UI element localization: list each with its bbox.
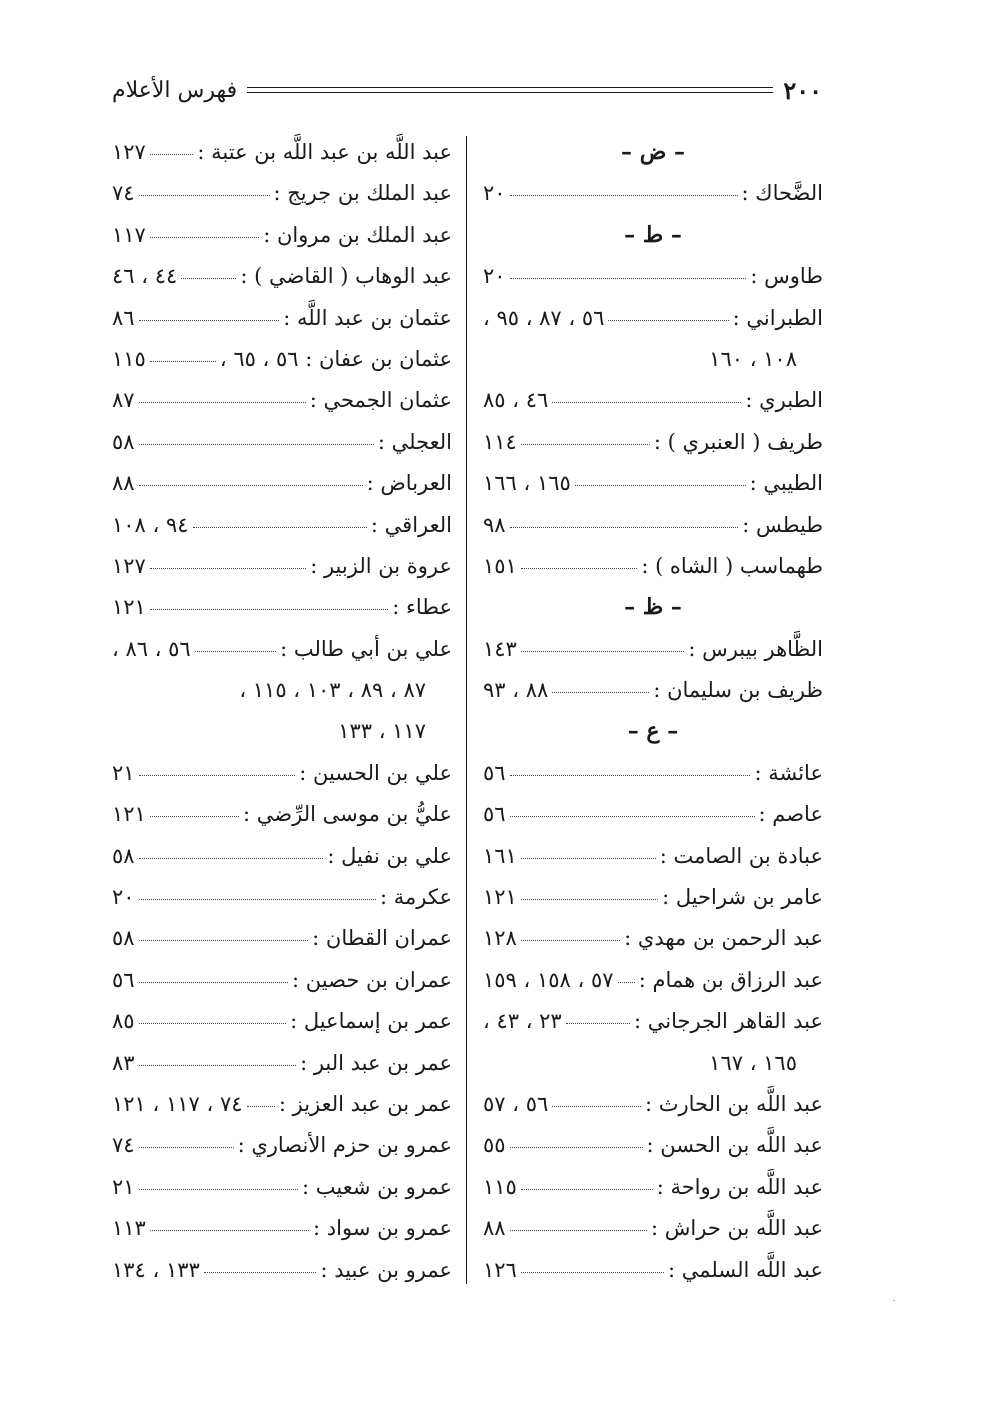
entry-continuation: ١١٧ ، ١٣٣ (338, 719, 426, 744)
index-entry (112, 836, 452, 877)
dot-leader (618, 982, 635, 983)
index-entry (483, 670, 823, 711)
dot-leader (139, 444, 374, 445)
dot-leader (521, 1272, 664, 1273)
entry-name: عمرو بن شعيب : (301, 1174, 452, 1199)
dot-leader (139, 320, 280, 321)
entry-pages: ٥٦ (112, 967, 135, 992)
entry-name: عبد الوهاب ( القاضي ) : (240, 264, 452, 289)
entry-pages: ٥٦ (483, 760, 506, 785)
entry-pages: ١٥١ (483, 553, 517, 578)
index-entry (112, 1167, 452, 1208)
entry-pages: ٨٧ (112, 388, 135, 413)
entry-name: عطاء : (392, 595, 452, 620)
entry-name: العجلي : (377, 429, 452, 454)
entry-pages: ٥٦ ، ٥٧ (483, 1091, 549, 1116)
entry-pages: ١١٧ (112, 222, 146, 247)
entry-name: الضَّحاك : (741, 181, 823, 206)
entry-name: طريف ( العنبري ) : (653, 429, 823, 454)
index-entry (483, 505, 823, 546)
entry-name: عبد اللَّه بن رواحة : (656, 1174, 823, 1199)
index-entry (112, 256, 452, 297)
index-entry (483, 1084, 823, 1125)
entry-name: عمرو بن عبيد : (320, 1257, 452, 1282)
dot-leader (247, 1106, 275, 1107)
dot-leader (510, 1230, 647, 1231)
dot-leader (150, 1230, 309, 1231)
dot-leader (510, 195, 738, 196)
page-header (112, 70, 822, 110)
entry-name: طاوس : (750, 264, 823, 289)
entry-continuation: ١٠٨ ، ١٦٠ (709, 346, 797, 371)
index-entry (483, 629, 823, 670)
entry-pages: ٢١ (112, 1174, 135, 1199)
index-entry (483, 877, 823, 918)
entry-name: علي بن نفيل : (327, 843, 452, 868)
entry-pages: ٨٦ (112, 305, 135, 330)
entry-name: ظريف بن سليمان : (653, 678, 823, 703)
entry-pages: ٥٨ (112, 843, 135, 868)
entry-continuation: ١٦٥ ، ١٦٧ (709, 1050, 797, 1075)
entry-name: عثمان بن عبد اللَّه : (283, 305, 452, 330)
entry-name: عمرو بن سواد : (313, 1216, 452, 1241)
dot-leader (195, 651, 276, 652)
index-entry (483, 422, 823, 463)
entry-pages: ١٦١ (483, 843, 517, 868)
entry-name: عبد الرزاق بن همام : (638, 967, 823, 992)
index-column-right (483, 132, 823, 1291)
dot-leader (150, 237, 259, 238)
dot-leader (552, 692, 649, 693)
entry-name: عبد الملك بن مروان : (263, 222, 452, 247)
entry-name: عمر بن إسماعيل : (290, 1009, 452, 1034)
entry-name: الطيبي : (749, 471, 823, 496)
index-entry (483, 794, 823, 835)
dot-leader (204, 1272, 317, 1273)
letter-heading: – ع – (627, 718, 679, 745)
entry-pages: ٥٥ (483, 1133, 506, 1158)
entry-name: عبد الملك بن جريج : (273, 181, 452, 206)
entry-pages: ٢٠ (483, 264, 506, 289)
entry-name: علي بن أبي طالب : (280, 636, 452, 661)
entry-name: عمرو بن حزم الأنصاري : (237, 1133, 452, 1158)
index-entry (483, 960, 823, 1001)
entry-pages: ٥٦ ، ٨٧ ، ٩٥ ، (483, 305, 605, 330)
entry-pages: ٤٤ ، ٤٦ (112, 264, 178, 289)
dot-leader (521, 899, 658, 900)
entry-pages: ١١٣ (112, 1216, 146, 1241)
dot-leader (566, 1023, 630, 1024)
letter-heading: – ط – (624, 221, 682, 248)
dot-leader (139, 1189, 298, 1190)
entry-name: عاصم : (758, 802, 823, 827)
entry-pages: ٨٥ (112, 1009, 135, 1034)
index-entry (112, 918, 452, 959)
entry-name: عبد الرحمن بن مهدي : (624, 926, 823, 951)
entry-name: طهماسب ( الشاه ) : (641, 553, 823, 578)
entry-name: عبد اللَّه السلمي : (668, 1257, 823, 1282)
entry-pages: ٥٨ (112, 429, 135, 454)
dot-leader (521, 651, 684, 652)
dot-leader (139, 940, 309, 941)
dot-leader (150, 568, 306, 569)
index-entry (112, 794, 452, 835)
dot-leader (150, 816, 239, 817)
entry-pages: ٢٠ (483, 181, 506, 206)
entry-name: العراقي : (370, 512, 452, 537)
entry-name: عثمان بن عفان : ٥٦ ، ٦٥ ، (219, 346, 452, 371)
entry-name: علي بن الحسين : (299, 760, 452, 785)
dot-leader (193, 527, 367, 528)
entry-name: عبد اللَّه بن عبد اللَّه بن عتبة : (197, 140, 452, 164)
entry-pages: ٧٤ (112, 1133, 135, 1158)
dot-leader (181, 278, 236, 279)
index-entry (112, 380, 452, 421)
letter-heading: – ظ – (624, 594, 682, 621)
entry-name: عمر بن عبد البر : (300, 1050, 452, 1075)
running-title: فهرس الأعلام (112, 77, 238, 103)
index-entry (112, 1084, 452, 1125)
index-entry (112, 173, 452, 214)
dot-leader (139, 858, 324, 859)
index-entry (483, 546, 823, 587)
dot-leader (150, 154, 194, 155)
index-entry (112, 298, 452, 339)
dot-leader (510, 527, 739, 528)
entry-pages: ٧٤ ، ١١٧ ، ١٢١ (112, 1091, 243, 1116)
entry-name: العرباض : (366, 471, 452, 496)
entry-pages: ٥٧ ، ١٥٨ ، ١٥٩ (483, 967, 614, 992)
index-entry (112, 1043, 452, 1084)
entry-pages: ١٢٧ (112, 140, 146, 164)
entry-name: عليُّ بن موسى الرِّضي : (243, 802, 452, 827)
index-entry (483, 173, 823, 214)
dot-leader (139, 982, 288, 983)
dot-leader (139, 1065, 297, 1066)
dot-leader (521, 444, 650, 445)
index-entry (112, 463, 452, 504)
dot-leader (552, 402, 741, 403)
index-entry (112, 1125, 452, 1166)
entry-name: عائشة : (754, 760, 823, 785)
index-entry (483, 1208, 823, 1249)
entry-name: عكرمة : (380, 885, 452, 910)
index-entry (483, 1250, 823, 1291)
entry-pages: ٨٨ ، ٩٣ (483, 678, 549, 703)
dot-leader (521, 1189, 653, 1190)
dot-leader (521, 940, 620, 941)
dot-leader (575, 485, 746, 486)
entry-pages: ١٢١ (112, 802, 146, 827)
dot-leader (510, 816, 755, 817)
dot-leader (608, 320, 728, 321)
entry-pages: ١٢١ (112, 595, 146, 620)
letter-heading: – ض – (621, 139, 685, 165)
entry-name: طيطس : (742, 512, 823, 537)
entry-name: عبد القاهر الجرجاني : (633, 1009, 823, 1034)
index-entry (112, 339, 452, 380)
index-entry (112, 505, 452, 546)
dot-leader (552, 1106, 641, 1107)
dot-leader (521, 858, 656, 859)
index-entry (112, 1250, 452, 1291)
index-entry (112, 877, 452, 918)
entry-continuation: ٨٧ ، ٨٩ ، ١٠٣ ، ١١٥ ، (239, 678, 426, 703)
entry-pages: ٢٠ (112, 885, 135, 910)
index-entry (483, 1167, 823, 1208)
dot-leader (510, 278, 747, 279)
dot-leader (139, 899, 376, 900)
entry-name: عمر بن عبد العزيز : (278, 1091, 452, 1116)
dot-leader (510, 1147, 643, 1148)
entry-pages: ١٢٨ (483, 926, 517, 951)
index-entry (112, 960, 452, 1001)
index-entry (112, 132, 452, 173)
entry-name: عبد اللَّه بن الحارث : (644, 1091, 823, 1116)
entry-name: الظَّاهر بيبرس : (688, 636, 823, 661)
index-entry (112, 1208, 452, 1249)
index-entry (112, 546, 452, 587)
entry-pages: ٧٤ (112, 181, 135, 206)
entry-pages: ١٢٧ (112, 553, 146, 578)
entry-pages: ٥٦ ، ٨٦ ، (112, 636, 191, 661)
dot-leader (139, 485, 363, 486)
entry-pages: ١١٥ (483, 1174, 517, 1199)
entry-name: عروة بن الزبير : (310, 553, 452, 578)
entry-name: عبادة بن الصامت : (659, 843, 823, 868)
index-entry (483, 256, 823, 297)
entry-pages: ١٢١ (483, 885, 517, 910)
index-entry (483, 1125, 823, 1166)
page-number: ٢٠٠ (783, 75, 822, 105)
entry-pages: ٢١ (112, 760, 135, 785)
entry-pages: ٩٤ ، ١٠٨ (112, 512, 189, 537)
dot-leader (521, 568, 637, 569)
index-entry (112, 587, 452, 628)
index-entry (483, 1001, 823, 1042)
dot-leader (139, 1023, 287, 1024)
entry-pages: ٤٦ ، ٨٥ (483, 388, 549, 413)
index-entry (483, 380, 823, 421)
entry-name: عبد اللَّه بن حراش : (651, 1216, 823, 1241)
entry-name: الطبري : (745, 388, 823, 413)
entry-name: عثمان الجمحي : (309, 388, 452, 413)
dot-leader (139, 1147, 234, 1148)
dot-leader (139, 402, 306, 403)
entry-name: عامر بن شراحيل : (662, 885, 823, 910)
entry-name: عبد اللَّه بن الحسن : (646, 1133, 823, 1158)
entry-pages: ٨٨ (483, 1216, 506, 1241)
index-entry (483, 753, 823, 794)
entry-pages: ١١٥ (112, 346, 146, 371)
index-entry (483, 463, 823, 504)
index-entry (112, 1001, 452, 1042)
dot-leader (150, 361, 216, 362)
entry-pages: ٨٣ (112, 1050, 135, 1075)
entry-pages: ١٦٥ ، ١٦٦ (483, 471, 571, 496)
entry-pages: ٥٦ (483, 802, 506, 827)
dot-leader (150, 609, 388, 610)
entry-name: الطبراني : (732, 305, 823, 330)
entry-pages: ١١٤ (483, 429, 517, 454)
dot-leader (139, 195, 270, 196)
index-entry (112, 215, 452, 256)
index-column-left (112, 132, 452, 1291)
dot-leader (510, 775, 751, 776)
header-rule (247, 87, 773, 93)
entry-pages: ٥٨ (112, 926, 135, 951)
index-entry (112, 422, 452, 463)
index-entry (112, 753, 452, 794)
dot-leader (139, 775, 296, 776)
scan-mark (893, 1300, 895, 1301)
entry-name: عمران بن حصين : (292, 967, 452, 992)
entry-pages: ١٣٣ ، ١٣٤ (112, 1257, 200, 1282)
entry-pages: ٩٨ (483, 512, 506, 537)
index-entry (483, 918, 823, 959)
entry-pages: ٨٨ (112, 471, 135, 496)
index-entry (483, 836, 823, 877)
index-entry (112, 629, 452, 670)
index-entry (483, 298, 823, 339)
entry-pages: ١٢٦ (483, 1257, 517, 1282)
entry-name: عمران القطان : (312, 926, 452, 951)
entry-pages: ١٤٣ (483, 636, 517, 661)
column-divider (466, 136, 467, 1284)
entry-pages: ٢٣ ، ٤٣ ، (483, 1009, 562, 1034)
